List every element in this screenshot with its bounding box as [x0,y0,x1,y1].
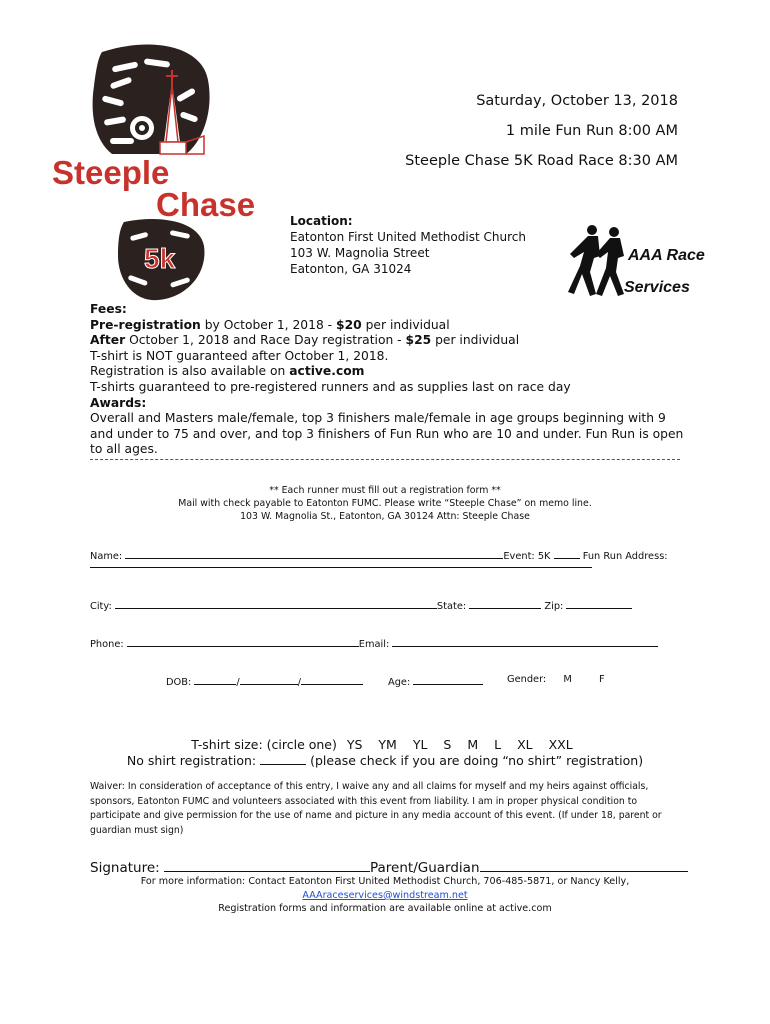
footer-contact: For more information: Contact Eatonton First United Methodist Church, 706-485-5871, or Nancy Kelly, [140,876,630,887]
awards-label: Awards: [90,395,147,410]
gender-row [507,674,605,685]
address-label: Address: [625,551,668,562]
fun-run-label: Fun Run [582,551,623,562]
dob-label: DOB: [166,677,192,688]
email-field[interactable] [392,636,658,647]
address-field[interactable] [90,567,592,568]
location-label: Location: [290,214,353,228]
zip-label: Zip: [544,601,564,612]
age-label: Age: [388,677,411,688]
size-m-option[interactable]: M [467,737,479,752]
sponsor-line1: AAA Race [628,247,705,264]
dob-year-field[interactable] [301,674,363,685]
mail-note-1: ** Each runner must fill out a registration form ** [269,485,501,496]
footer-online: Registration forms and information are available online at active.com [218,903,552,914]
name-field[interactable] [125,548,503,559]
size-l-option[interactable]: L [494,737,502,752]
size-yl-option[interactable]: YL [412,737,428,752]
no-shirt-label: No shirt registration: [126,753,257,768]
event-fun-run-time: 1 mile Fun Run 8:00 AM [505,123,678,139]
waiver-text: Waiver: In consideration of acceptance of this entry, I waive any and all claims for myself and my heirs against officials, sponsors, Eatonton FUMC and volunteers associated with this event from liability. I am in proper physical condition to participate and give permission for the use of name and picture in any media account of this event. (If under 18, parent or guardian must sign) [90,781,662,836]
event-date: Saturday, October 13, 2018 [476,93,678,109]
gender-male-option[interactable]: M [563,674,572,685]
aaa-race-services-logo [566,222,705,302]
gender-label: Gender: [507,674,547,685]
signature-label: Signature: [90,860,160,876]
event-race-time: Steeple Chase 5K Road Race 8:30 AM [405,153,678,169]
fees-awards-block [90,302,690,458]
location-block [290,213,526,277]
tshirt-guarantee: T-shirts guaranteed to pre-registered runners and as supplies last on race day [90,379,571,394]
size-s-option[interactable]: S [443,737,452,752]
phone-label: Phone: [90,639,124,650]
city-row [90,598,632,612]
age-row [388,674,483,688]
dob-day-field[interactable] [240,674,298,685]
zip-field[interactable] [566,598,632,609]
no-shirt-field[interactable] [260,754,306,765]
event-label: Event: 5K [503,551,551,562]
logo-word-chase: Chase [156,186,256,223]
mail-note-3: 103 W. Magnolia St., Eatonton, GA 30124 Attn: Steeple Chase [240,511,530,522]
signature-field[interactable] [164,857,370,872]
age-field[interactable] [413,674,483,685]
steeple-chase-logo [52,42,282,304]
city-label: City: [90,601,112,612]
dob-row: DOB: / / [166,674,363,688]
no-shirt-row [90,753,680,768]
location-city: Eatonton, GA 31024 [290,262,412,276]
state-label: State: [436,601,467,612]
email-label: Email: [358,639,390,650]
tshirt-size-label: T-shirt size: (circle one) [191,737,337,752]
mail-note-2: Mail with check payable to Eatonton FUMC. Please write “Steeple Chase” on memo line. [178,498,592,509]
parent-guardian-field[interactable] [480,857,688,872]
size-ym-option[interactable]: YM [378,737,397,752]
awards-text: Overall and Masters male/female, top 3 finishers male/female in age groups beginning with 9 and under to 75 and over, and top 3 finishers of Fun Run who are 10 and under. Fun Run is open to all ages. [90,411,684,457]
logo-word-5k: 5k [144,243,176,274]
footer-email-link[interactable]: AAAraceservices@windstream.net [302,890,468,901]
location-church: Eatonton First United Methodist Church [290,230,526,244]
gender-female-option[interactable]: F [598,674,605,685]
size-xxl-option[interactable]: XXL [548,737,573,752]
no-shirt-text: (please check if you are doing “no shirt” registration) [310,753,644,768]
online-registration: Registration is also available on active.com [90,364,365,379]
dob-month-field[interactable] [194,674,236,685]
location-street: 103 W. Magnolia Street [290,246,430,260]
signature-row [90,857,688,876]
parent-guardian-label: Parent/Guardian [369,860,480,876]
size-ys-option[interactable]: YS [346,737,363,752]
tshirt-note: T-shirt is NOT guaranteed after October 1, 2018. [90,348,389,363]
name-row [90,548,668,562]
sponsor-line2: Services [624,279,690,296]
section-divider [90,459,680,460]
city-field[interactable] [115,598,437,609]
event-5k-field[interactable] [554,548,580,559]
size-xl-option[interactable]: XL [517,737,533,752]
footer-email-row [90,890,680,901]
tshirt-size-row [90,737,680,752]
phone-field[interactable] [127,636,359,647]
fees-label: Fees: [90,302,127,316]
phone-row [90,636,658,650]
fees-preregistration: Pre-registration by October 1, 2018 - $20 per individual [90,317,450,332]
fees-after: After October 1, 2018 and Race Day registration - $25 per individual [90,333,520,348]
state-field[interactable] [469,598,541,609]
name-label: Name: [90,551,123,562]
logo-word-steeple: Steeple [52,154,170,191]
